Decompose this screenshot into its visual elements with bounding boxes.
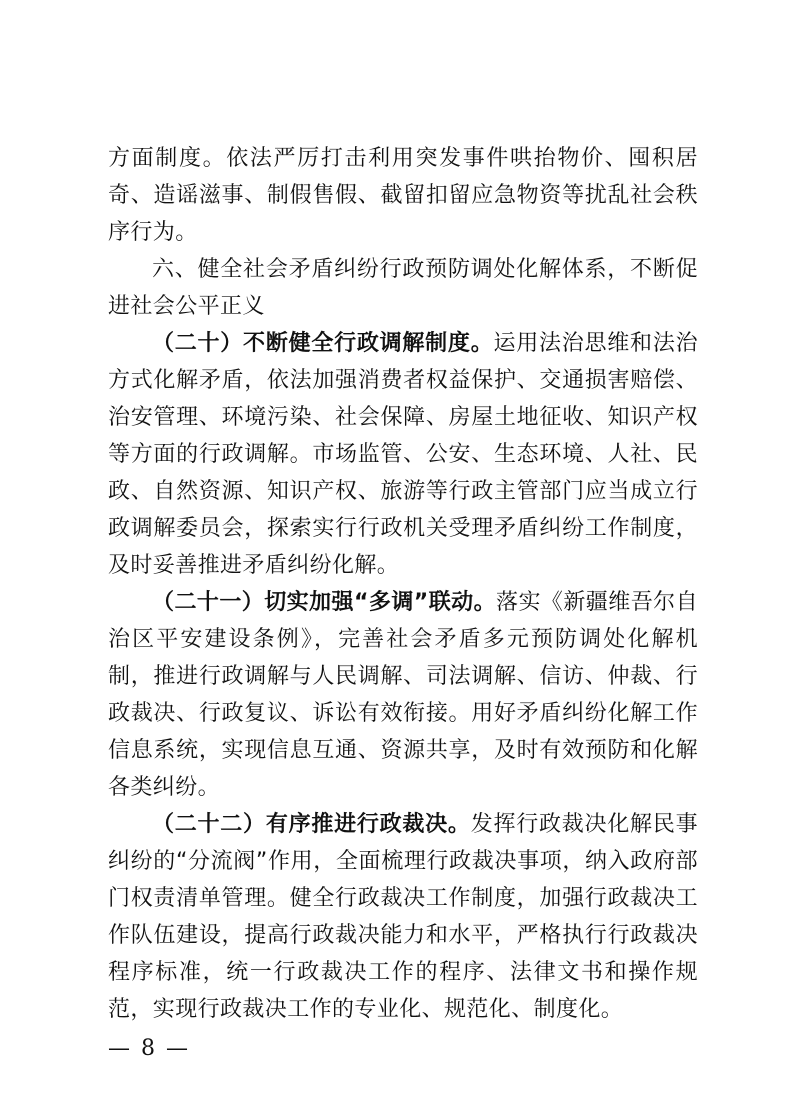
- paragraph-20-lead: （二十）不断健全行政调解制度。: [152, 331, 494, 356]
- paragraph-21-text: 落实《新疆维吾尔自治区平安建设条例》，完善社会矛盾多元预防调处化解机制，推进行政调解与人民调解、司法调解、信访、仲裁、行政裁决、行政复议、诉讼有效衔接。用好矛盾纠纷化解工作信息系统，实现信息互通、资源共享，及时有效预防和化解各类纠纷。: [108, 590, 698, 800]
- section-heading-6-text: 六、健全社会矛盾纠纷行政预防调处化解体系，不断促进社会公平正义: [108, 257, 698, 319]
- paragraph-22-lead: （二十二）有序推进行政裁决。: [152, 812, 471, 837]
- paragraph-22: [108, 806, 698, 1028]
- document-body: [108, 140, 698, 1028]
- page-number: — 8 —: [108, 1036, 190, 1061]
- section-heading-6: [108, 251, 698, 325]
- paragraph-20-text: 运用法治思维和法治方式化解矛盾，依法加强消费者权益保护、交通损害赔偿、治安管理、环境污染、社会保障、房屋土地征收、知识产权等方面的行政调解。市场监管、公安、生态环境、人社、民政、自然资源、知识产权、旅游等行政主管部门应当成立行政调解委员会，探索实行行政机关受理矛盾纠纷工作制度，及时妥善推进矛盾纠纷化解。: [108, 331, 698, 578]
- paragraph-1: [108, 140, 698, 251]
- paragraph-1-text: 方面制度。依法严厉打击利用突发事件哄抬物价、囤积居奇、造谣滋事、制假售假、截留扣留应急物资等扰乱社会秩序行为。: [108, 146, 698, 245]
- paragraph-20: [108, 325, 698, 584]
- paragraph-21: [108, 584, 698, 806]
- paragraph-21-lead: （二十一）切实加强“多调”联动。: [152, 590, 497, 615]
- paragraph-22-text: 发挥行政裁决化解民事纠纷的“分流阀”作用，全面梳理行政裁决事项，纳入政府部门权责清单管理。健全行政裁决工作制度，加强行政裁决工作队伍建设，提高行政裁决能力和水平，严格执行行政裁决程序标准，统一行政裁决工作的程序、法律文书和操作规范，实现行政裁决工作的专业化、规范化、制度化。: [108, 812, 698, 1022]
